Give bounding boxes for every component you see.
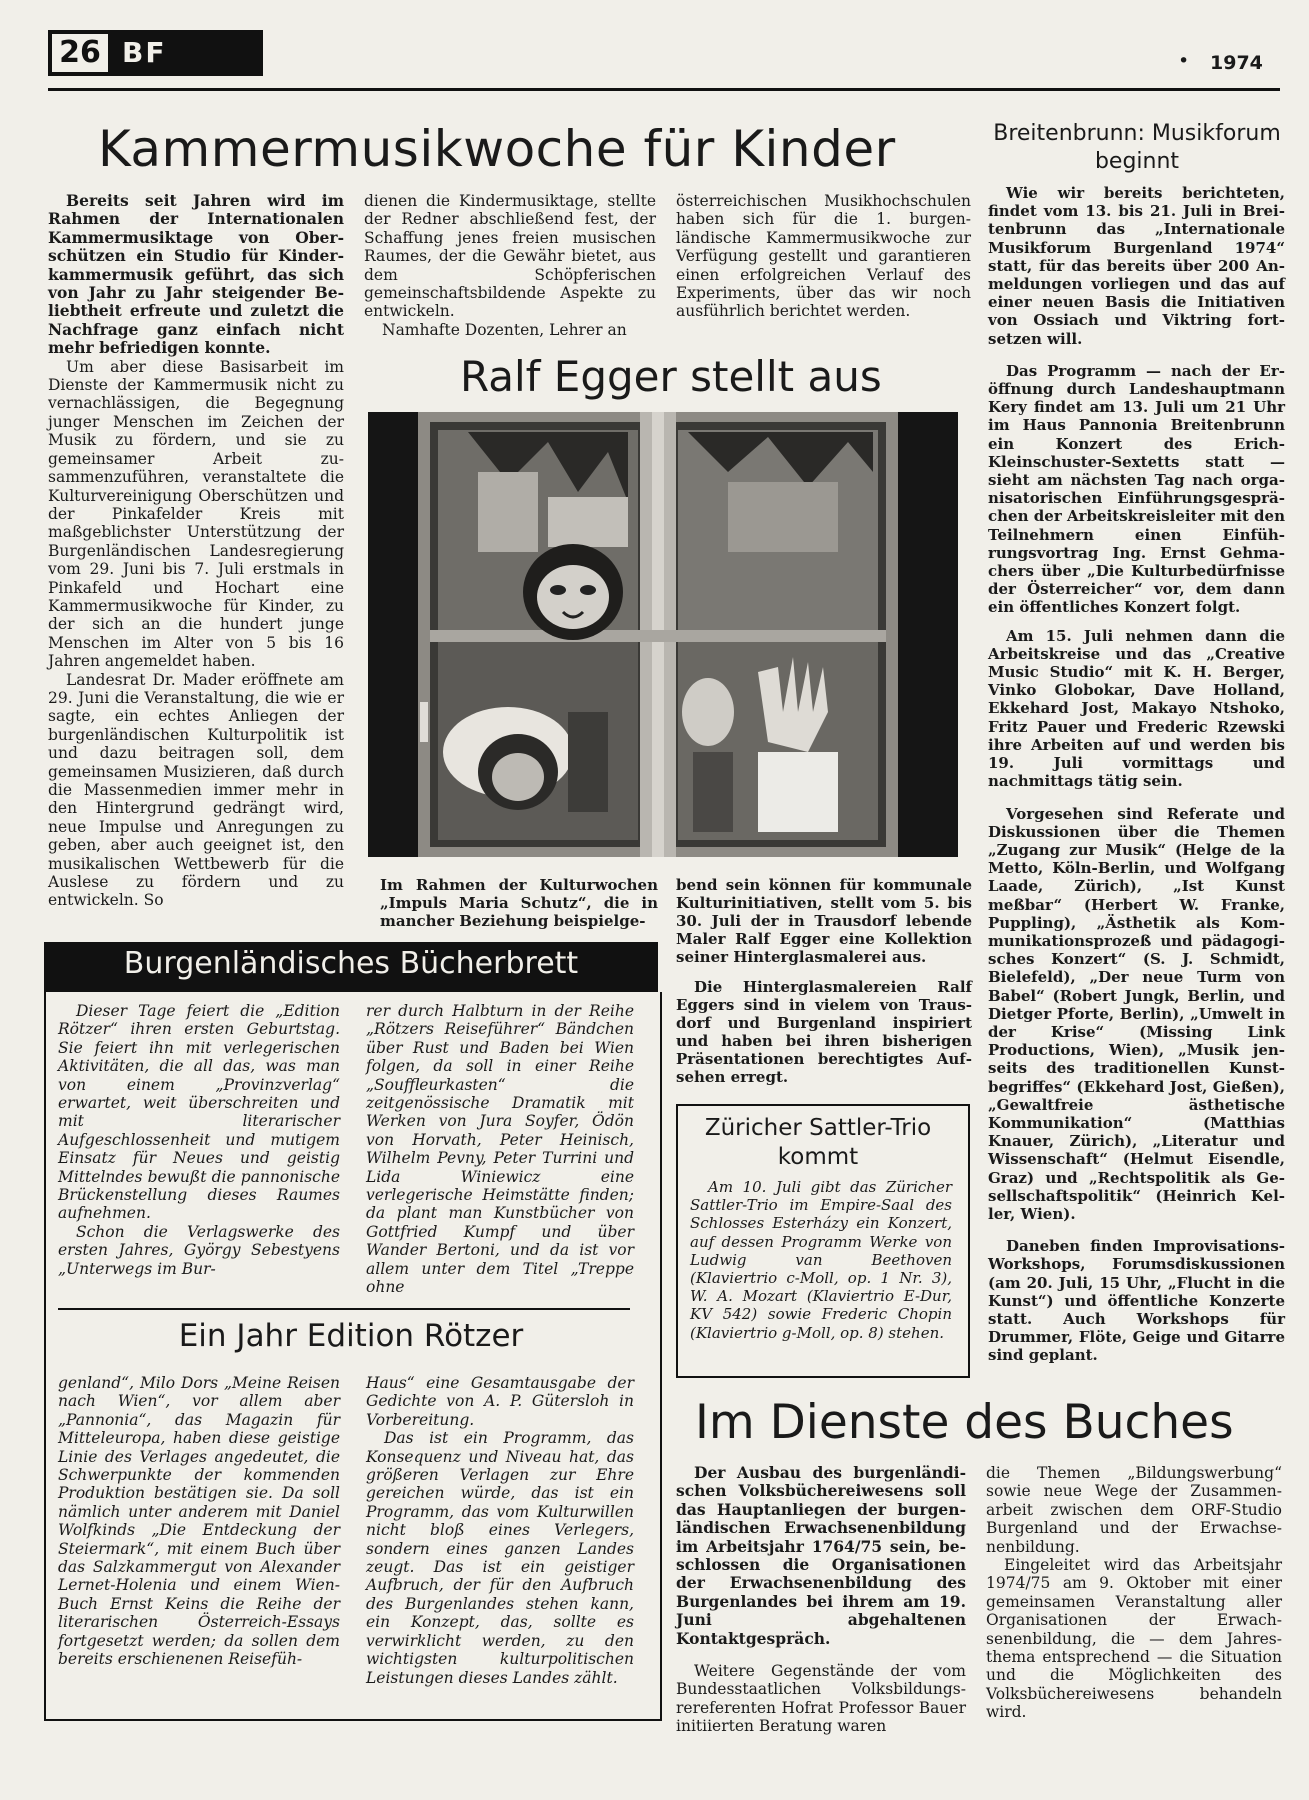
header-dot: • — [1178, 50, 1190, 72]
buecherbrett-banner-title: Burgenländisches Bücherbrett — [123, 946, 579, 981]
trio-paragraph: Am 10. Juli gibt das Züricher Sattler-Trio im Empire-Saal des Schlosses Esterházy ein Konzert, auf dessen Programm Werke von Ludwig van Beethoven (Klaviertrio c-Moll, op. 1 Nr. 3), W. A. Mozart (Klaviertrio E-Dur, KV 542) sowie Frederic Chopin (Klaviertrio g-Moll, op. 8) stehen. — [690, 1178, 952, 1342]
headline-ralf-egger: Ralf Egger stellt aus — [460, 352, 882, 401]
dienste-paragraph: Eingeleitet wird das Arbeitsjahr 1974/75 am 9. Oktober mit einer gemeinsamen Veranstaltung aller Organisationen der Erwachsenenbildung, die — dem Jahresthema entsprechend — die Situation und die Möglichkeiten des Volksbüchereiwesens behandeln wird. — [986, 1556, 1282, 1722]
egger-paragraph: Die Hinterglasmalereien Ralf Eggers sind in vielem von Trausdorf und Burgenland inspiriert und haben bei ihren bisherigen Präsentationen berechtigtes Aufsehen erregt. — [676, 978, 972, 1086]
headline-breitenbrunn: Breitenbrunn: Musikforum beginnt — [993, 121, 1281, 174]
egger-paragraph: Im Rahmen der Kulturwochen „Impuls Maria Schutz“, die in mancher Beziehung beispielge- — [380, 876, 658, 930]
dienste-paragraph: die Themen „Bildungswerbung“ sowie neue Wege der Zusammenarbeit zwischen dem ORF-Studio Burgenland und der Erwachsenenbildung. — [986, 1464, 1282, 1556]
kammer-paragraph: Um aber diese Basisarbeit im Dienste der Kammermusik nicht zu vernachlässigen, die Begegnung junger Menschen im Zeichen der Musik zu fördern, und sie zu gemeinsamer Arbeit zusammenzuführen, veranstaltete die Kulturvereinigung Oberschützen und der Pinkafelder Kreis mit maßgeblichster Unterstützung der Burgenländischen Landesregierung vom 29. Juni bis 7. Juli erstmals in Pinkafeld und Hochart eine Kammermusikwoche für Kinder, zu der sich an die hundert junge Menschen im Alter von 5 bis 16 Jahren angemeldet haben. — [48, 357, 344, 671]
breitenbrunn-column — [988, 184, 1285, 1365]
dienste-column-1 — [676, 1464, 966, 1736]
egger-paragraph: bend sein können für kommunale Kulturinitiativen, stellt vom 5. bis 30. Juli der in Trausdorf lebende Maler Ralf Egger eine Kollektion seiner Hinterglasmalerei aus. — [676, 876, 972, 966]
kammer-column-3 — [676, 192, 971, 321]
header-rule — [48, 88, 1280, 91]
kammer-paragraph: Namhafte Dozenten, Lehrer an — [382, 320, 627, 339]
kammer-lead: Bereits seit Jahren wird im Rahmen der Internationalen Kammermusiktage von Oberschützen ein Studio für Kinderkammermusik geführt, das sich von Jahr zu Jahr steigender Beliebtheit erfreute und zuletzt die Nachfrage ganz einfach nicht mehr befriedigen konnte. — [48, 191, 344, 358]
headline-edition-roetzer: Ein Jahr Edition Rötzer — [178, 1318, 524, 1354]
headline-im-dienste-des-buches: Im Dienste des Buches — [695, 1395, 1234, 1450]
buecherbrett-paragraph: Dieser Tage feiert die „Edition Rötzer“ ihren ersten Geburtstag. Sie feiert ihn mit verlegerischen Aktivitäten, die all das, was man von einem „Provinzverlag“ erwartet, weit überschreiten und mit literarischer Aufgeschlossenheit und mutigem Einsatz für Neues und geistig Mittelndes bewußt die pannonische Brückenstellung dieses Raumes aufnehmen. — [58, 1002, 340, 1223]
issue-year: 1974 — [1210, 52, 1263, 74]
dienste-column-2 — [986, 1464, 1282, 1722]
egger-column-a — [380, 876, 658, 930]
glass-painting-image — [368, 412, 958, 857]
edition-divider — [58, 1308, 630, 1310]
kammer-column-2 — [364, 192, 656, 339]
buecherbrett-paragraph: genland“, Milo Dors „Meine Reisen nach Wien“, vor allem aber „Pannonia“, das Magazin für Mitteleuropa, haben diese geistige Linie des Verlages angedeutet, die Schwerpunkte der kommenden Produktion bestätigen sie. Da soll nämlich unter anderem mit Daniel Wolfkinds „Die Entdeckung der Steiermark“, mit einem Buch über das Salzkammergut von Alexander Lernet-Holenia und einem Wien-Buch Ernst Keins die Reihe der literarischen Österreich-Essays fortgesetzt werden; da sollen dem bereits erschienenen Reisefüh- — [58, 1374, 340, 1669]
buecherbrett-paragraph: Das ist ein Programm, das Konsequenz und Niveau hat, das größeren Verlagen zur Ehre gereichen würde, das ist ein Programm, das vom Kulturwillen nicht bloß eines Verlegers, sondern eines ganzen Landes zeugt. Das ist ein geistiger Aufbruch, der für den Aufbruch des Burgenlandes stehen kann, ein Konzept, das, sollte es verwirklicht werden, zu den wichtigsten kulturpolitischen Leistungen dieses Landes zählt. — [366, 1429, 634, 1687]
breitenbrunn-paragraph: Das Programm — nach der Eröffnung durch Landeshauptmann Kery findet am 13. Juli um 21 Uhr im Haus Pannonia Breitenbrunn ein Konzert des Erich-Kleinschuster-Sextetts statt — sieht am nächsten Tag nach organisatorischen Einführungsgesprächen der Arbeitskreisleiter mit den Teilnehmern einen Einführungsvortrag Ing. Ernst Gehmachers über „Die Kulturbedürfnisse der Österreicher“ vor, dem dann ein öffentliches Konzert folgt. — [988, 361, 1285, 617]
buecherbrett-paragraph: Schon die Verlagswerke des ersten Jahres, György Sebestyens „Unterwegs im Bur- — [58, 1222, 340, 1278]
breitenbrunn-paragraph: Wie wir bereits berichteten, findet vom 13. bis 21. Juli in Breitenbrunn das „Internationale Musikforum Burgenland 1974“ statt, für das bereits über 200 Anmeldungen vorliegen und das auf einer neuen Basis die Initiativen von Ossiach und Viktring fortsetzen will. — [988, 184, 1285, 348]
buecherbrett-top-col-2 — [366, 1002, 634, 1297]
egger-photo — [368, 412, 958, 857]
kammer-paragraph: dienen die Kindermusiktage, stellte der Redner abschließend fest, der Schaffung jenes freien musischen Raumes, der die Gewähr bietet, aus dem Schöpferischen gemeinschaftsbildende Aspekte zu entwickeln. — [364, 192, 656, 321]
buecherbrett-paragraph: Haus“ eine Gesamtausgabe der Gedichte von A. P. Gütersloh in Vorbereitung. — [366, 1374, 634, 1429]
breitenbrunn-paragraph: Vorgesehen sind Referate und Diskussionen über die Themen „Zugang zur Musik“ (Helge de la Metto, Köln-Berlin, und Wolfgang Laade, Zürich), „Ist Kunst meßbar“ (Herbert W. Franke, Puppling), „Ästhetik als Kommunikationsprozeß und pädagogisches Konzert“ (S. J. Schmidt, Bielefeld), „Der neue Turm von Babel“ (Robert Jungk, Berlin, und Dietger Pforte, Berlin), „Umwelt in der Krise“ (Missing Link Productions, Wien), „Musik jenseits des traditionellen Kunstbegriffes“ (Ekkehard Jost, Gießen), „Gewaltfreie ästhetische Kommunikation“ (Matthias Knauer, Zürich), „Literatur und Wissenschaft“ (Helmut Eisendle, Graz) und „Rechtspolitik als Gesellschaftspolitik“ (Heinrich Keller, Wien). — [988, 804, 1285, 1223]
breitenbrunn-paragraph: Am 15. Juli nehmen dann die Arbeitskreise und das „Creative Music Studio“ mit K. H. Berger, Vinko Globokar, Dave Holland, Ekkehard Jost, Makayo Ntshoko, Fritz Pauer und Frederic Rzewski ihre Arbeiten auf und werden bis 19. Juli vormittags und nachmittags tätig sein. — [988, 626, 1285, 791]
headline-kammermusikwoche: Kammermusikwoche für Kinder — [98, 120, 896, 178]
dienste-lead: Der Ausbau des burgenländischen Volksbüchereiwesens soll das Hauptanliegen der burgenländischen Erwachsenenbildung im Arbeitsjahr 1764/75 sein, beschlossen die Organisationen der Erwachsenenbildung des Burgenlandes bei ihrem am 19. Juni abgehaltenen Kontaktgespräch. — [676, 1463, 966, 1648]
egger-column-b — [676, 876, 972, 1086]
kammer-paragraph: Landesrat Dr. Mader eröffnete am 29. Juni die Veranstaltung, die wie er sagte, ein echtes Anliegen der burgenländischen Kulturpolitik ist und dazu beitragen soll, dem gemeinsamen Musizieren, daß durch die Massenmedien immer mehr in den Hintergrund gedrängt wird, neue Impulse und Anregungen zu geben, aber auch geeignet ist, den musikalischen Wettbewerb für die Auslese zu fördern und zu entwickeln. So — [48, 670, 344, 910]
kammer-column-1 — [48, 192, 344, 910]
buecherbrett-top-col-1 — [58, 1002, 340, 1278]
breitenbrunn-paragraph: Daneben finden Improvisations-Workshops, Forumsdiskussionen (am 20. Juli, 15 Uhr, „Flucht in die Kunst“) und öffentliche Konzerte statt. Auch Workshops für Drummer, Flöte, Geige und Gitarre sind geplant. — [988, 1237, 1285, 1365]
dienste-paragraph: Weitere Gegenstände der vom Bundesstaatlichen Volksbildungsrereferenten Hofrat Professor Bauer initiierten Beratung waren — [676, 1662, 966, 1736]
page-number: 26 — [52, 34, 108, 72]
kammer-paragraph: österreichischen Musikhochschulen haben sich für die 1. burgenländische Kammermusikwoche zur Verfügung gestellt und garantieren einen erfolgreichen Verlauf des Experiments, über das wir noch ausführlich berichtet werden. — [676, 192, 971, 321]
buecherbrett-bottom-col-1 — [58, 1374, 340, 1669]
trio-body — [690, 1178, 952, 1342]
buecherbrett-bottom-col-2 — [366, 1374, 634, 1687]
section-code: BF — [122, 36, 167, 69]
headline-zuericher-trio: Züricher Sattler-Trio kommt — [704, 1115, 932, 1170]
buecherbrett-paragraph: rer durch Halbturn in der Reihe „Rötzers Reiseführer“ Bändchen über Rust und Baden bei Wien folgen, da soll in einer Reihe „Souffleurkasten“ die zeitgenössische Dramatik mit Werken von Jura Soyfer, Ödön von Horvath, Peter Heinisch, Wilhelm Pevny, Peter Turrini und Lida Winiewicz eine verlegerische Heimstätte finden; da plant man Kunstbücher von Gottfried Kumpf und über Wander Bertoni, und da ist vor allem unter dem Titel „Treppe ohne — [366, 1002, 634, 1297]
